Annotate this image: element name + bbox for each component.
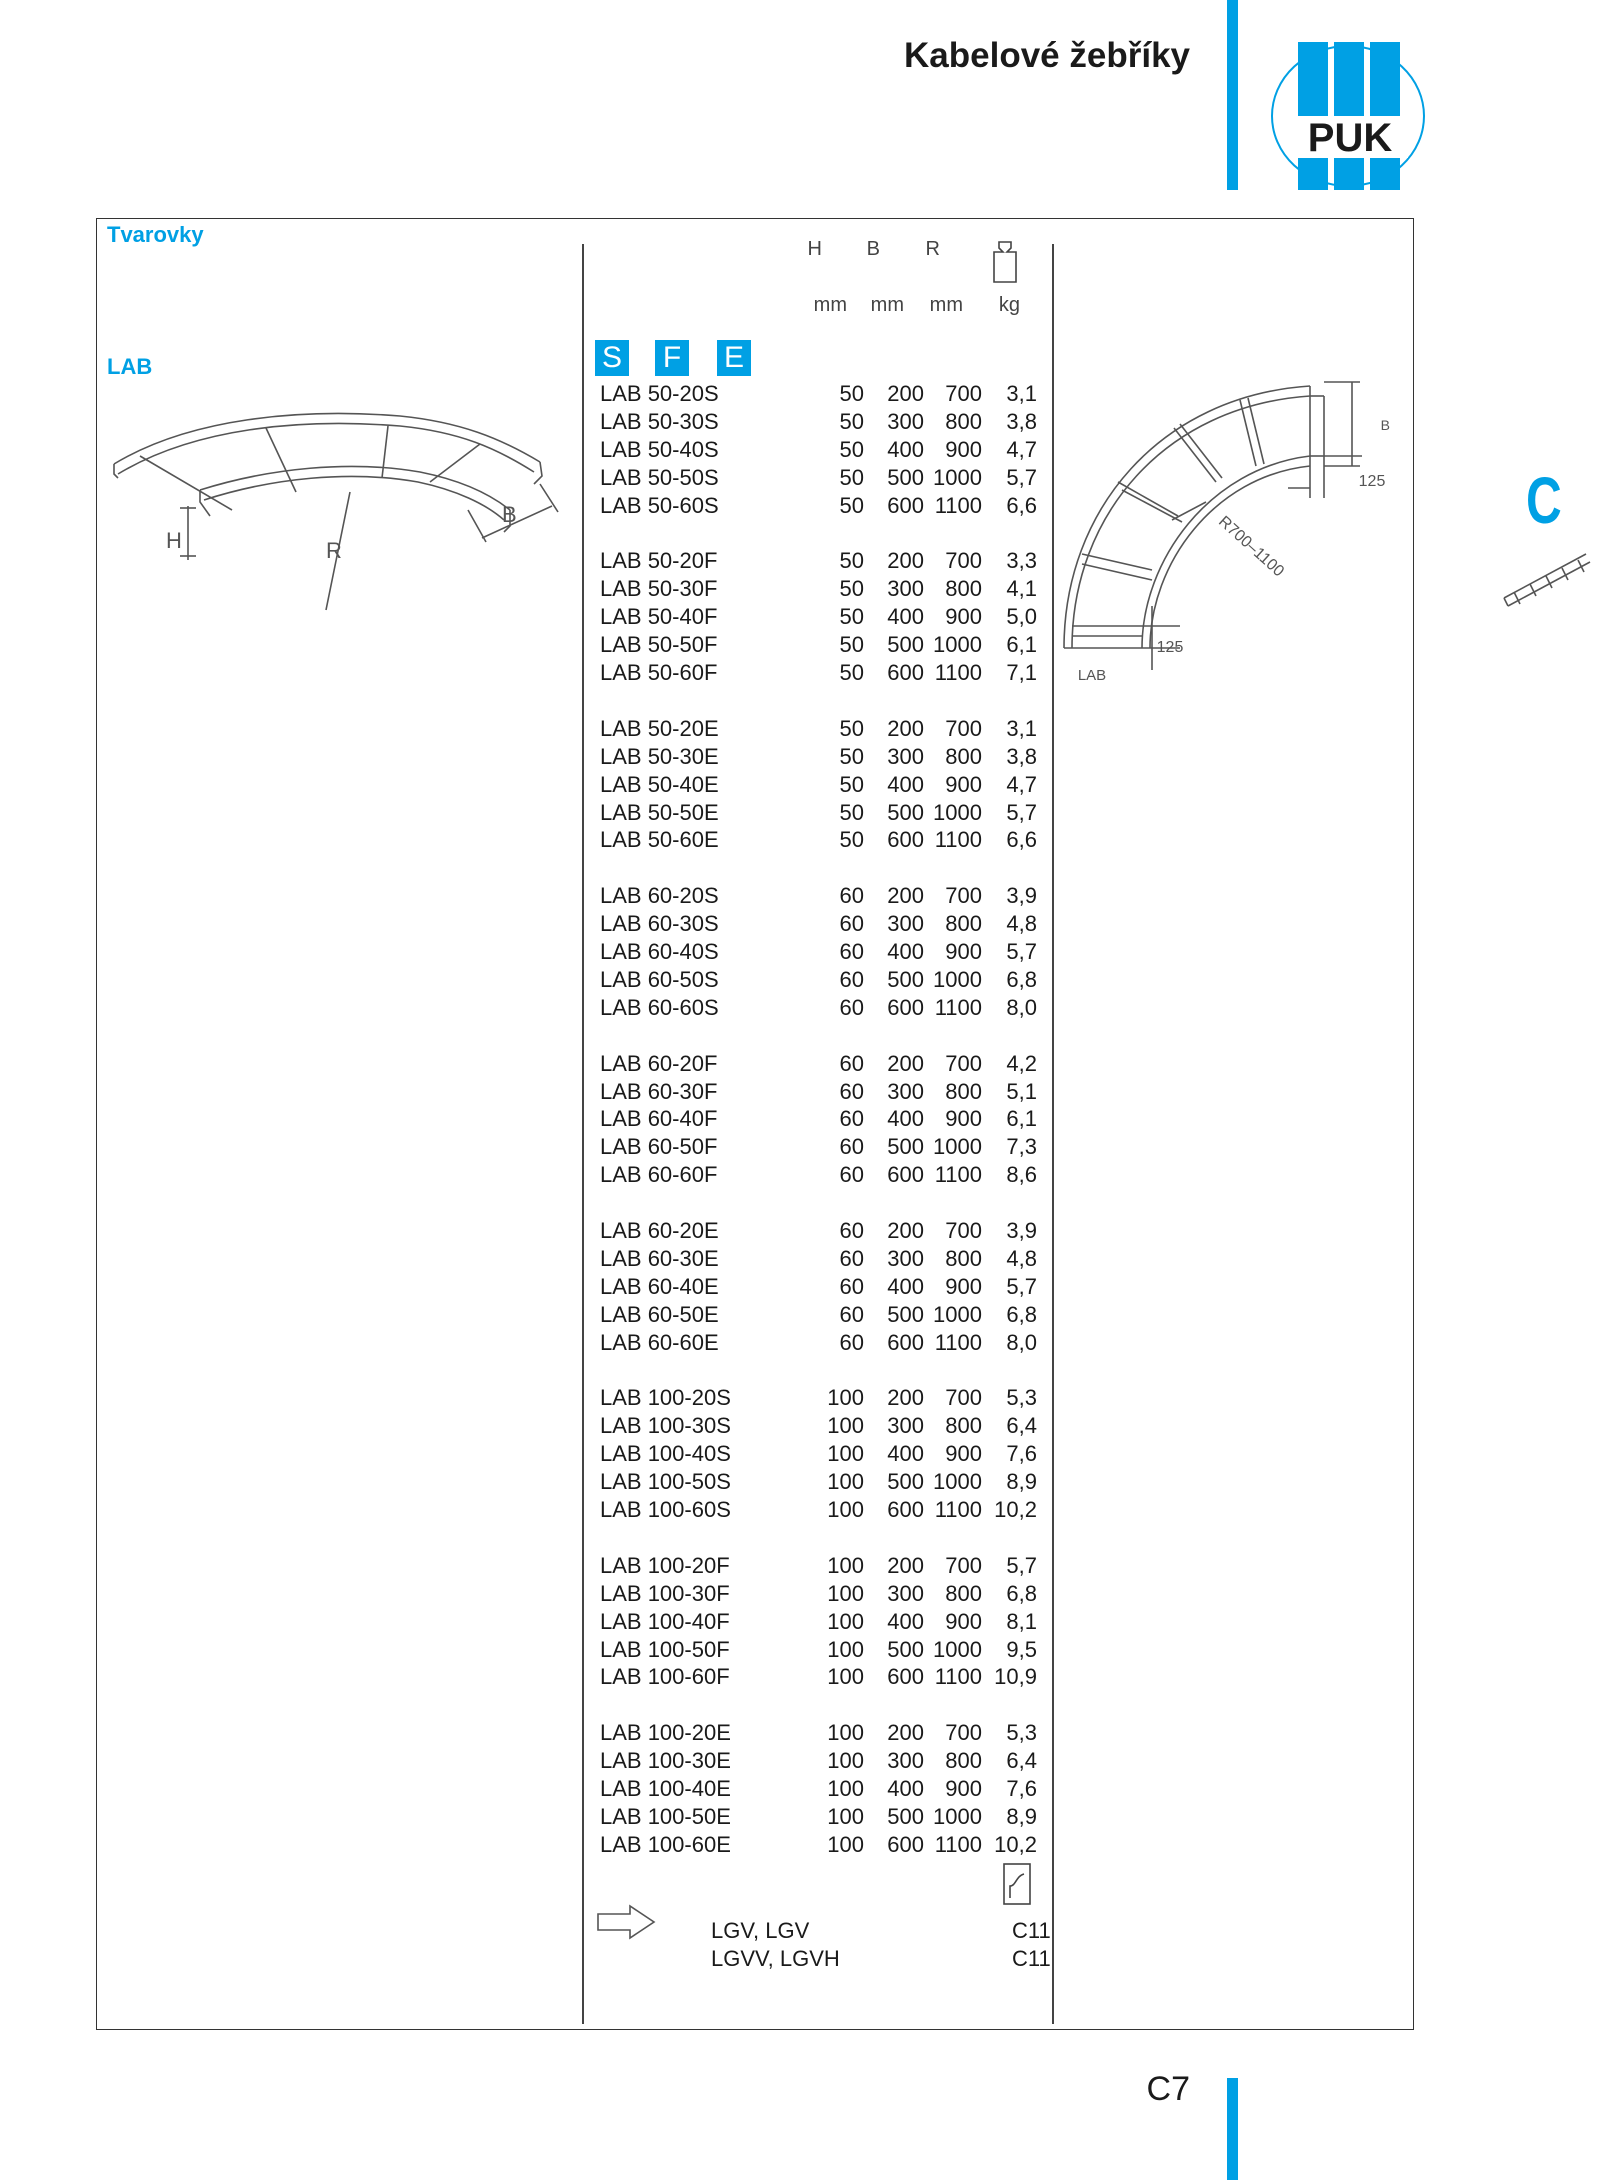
- cell-b: 600: [887, 827, 924, 853]
- cell-b: 600: [887, 1831, 924, 1857]
- cell-weight: 5,7: [1006, 939, 1037, 964]
- drawing-r-label: R: [326, 538, 342, 563]
- cell-name: LAB 100-60F: [600, 1664, 730, 1690]
- cell-b: 600: [887, 1664, 924, 1690]
- bend-plan-drawing: [1060, 370, 1400, 690]
- cell-weight: 3,9: [1006, 1218, 1037, 1243]
- cell-h: 100: [827, 1720, 864, 1746]
- cell-name: LAB 100-50S: [600, 1469, 731, 1495]
- cell-r: 800: [945, 1078, 982, 1104]
- plan-dim-top: 125: [1358, 473, 1386, 490]
- puk-logo: [1270, 38, 1430, 194]
- page-reference-icon: [1002, 1862, 1032, 1906]
- cell-b: 300: [887, 911, 924, 937]
- cell-weight: 5,3: [1006, 1385, 1037, 1411]
- page-title: Kabelové žebříky: [904, 36, 1190, 75]
- material-badge-f: F: [655, 340, 689, 376]
- cell-b: 200: [887, 1050, 924, 1076]
- cell-b: 200: [887, 1720, 924, 1746]
- cell-h: 60: [839, 1106, 864, 1132]
- cell-r: 900: [945, 1776, 982, 1801]
- cell-name: LAB 100-50E: [600, 1803, 731, 1829]
- cell-weight: 4,7: [1006, 436, 1037, 462]
- cell-name: LAB 100-40E: [600, 1776, 731, 1801]
- plan-caption: LAB: [1077, 667, 1107, 684]
- cell-weight: 3,8: [1006, 408, 1037, 434]
- drawing-h-label: H: [166, 528, 182, 553]
- cell-name: LAB 60-40S: [600, 939, 719, 964]
- cell-weight: 6,6: [1006, 827, 1037, 853]
- cell-h: 60: [839, 911, 864, 937]
- cell-weight: 4,2: [1006, 1050, 1037, 1076]
- cell-weight: 8,1: [1006, 1608, 1037, 1634]
- cell-name: LAB 100-30F: [600, 1580, 730, 1606]
- cell-h: 50: [839, 827, 864, 853]
- cell-b: 500: [887, 1803, 924, 1829]
- column-divider-right: [1052, 244, 1054, 2024]
- cell-h: 100: [827, 1748, 864, 1774]
- column-divider-left: [582, 244, 584, 2024]
- cell-r: 1000: [933, 799, 982, 825]
- cell-r: 700: [945, 1050, 982, 1076]
- cell-h: 60: [839, 1134, 864, 1160]
- cell-r: 1000: [933, 1469, 982, 1495]
- cell-name: LAB 50-50F: [600, 632, 718, 658]
- cell-r: 900: [945, 604, 982, 630]
- cell-name: LAB 60-30E: [600, 1245, 719, 1271]
- cell-name: LAB 60-20E: [600, 1218, 719, 1243]
- cell-weight: 6,8: [1006, 1580, 1037, 1606]
- cell-b: 200: [887, 883, 924, 909]
- cell-name: LAB 60-60E: [600, 1329, 719, 1355]
- cell-r: 1000: [933, 464, 982, 490]
- cell-r: 700: [945, 548, 982, 574]
- cell-name: LAB 50-40F: [600, 604, 718, 630]
- category-label: Tvarovky: [107, 222, 204, 247]
- cell-r: 800: [945, 1245, 982, 1271]
- cell-b: 400: [887, 1608, 924, 1634]
- cell-r: 1100: [934, 827, 982, 853]
- cell-b: 500: [887, 1469, 924, 1495]
- cell-b: 600: [887, 1329, 924, 1355]
- cell-h: 60: [839, 1162, 864, 1188]
- cell-r: 800: [945, 743, 982, 769]
- cell-name: LAB 50-20F: [600, 548, 718, 574]
- cell-r: 800: [945, 911, 982, 937]
- cell-r: 900: [945, 1441, 982, 1467]
- cell-r: 700: [945, 381, 982, 406]
- reference-label-2: LGVV, LGVH: [711, 1946, 840, 1971]
- cell-h: 60: [839, 966, 864, 992]
- cell-r: 800: [945, 1748, 982, 1774]
- cell-h: 100: [827, 1803, 864, 1829]
- cell-b: 500: [887, 966, 924, 992]
- cell-b: 300: [887, 1748, 924, 1774]
- cell-weight: 7,1: [1006, 660, 1037, 685]
- cell-r: 700: [945, 1552, 982, 1578]
- cell-h: 100: [827, 1636, 864, 1662]
- cell-b: 400: [887, 1273, 924, 1299]
- cell-h: 60: [839, 1245, 864, 1271]
- cell-name: LAB 100-30E: [600, 1748, 731, 1774]
- cell-weight: 5,7: [1006, 1273, 1037, 1299]
- section-letter: C: [1526, 463, 1562, 537]
- cell-name: LAB 60-50F: [600, 1134, 718, 1160]
- cell-r: 700: [945, 883, 982, 909]
- cell-h: 50: [839, 492, 864, 518]
- cell-weight: 9,5: [1006, 1636, 1037, 1662]
- cell-h: 100: [827, 1497, 864, 1522]
- cell-b: 400: [887, 1106, 924, 1132]
- cell-r: 800: [945, 576, 982, 602]
- cell-name: LAB 100-20S: [600, 1385, 731, 1411]
- cell-h: 50: [839, 576, 864, 602]
- cell-weight: 10,2: [994, 1831, 1037, 1857]
- cell-b: 200: [887, 1385, 924, 1411]
- cell-b: 300: [887, 1078, 924, 1104]
- cell-weight: 6,1: [1006, 1106, 1037, 1132]
- cell-h: 50: [839, 548, 864, 574]
- cell-weight: 6,8: [1006, 1301, 1037, 1327]
- cell-b: 400: [887, 604, 924, 630]
- cell-h: 60: [839, 1050, 864, 1076]
- cell-weight: 6,1: [1006, 632, 1037, 658]
- cell-weight: 5,3: [1006, 1720, 1037, 1746]
- cell-name: LAB 50-50E: [600, 799, 719, 825]
- ladder-icon: [1502, 550, 1592, 612]
- cell-h: 50: [839, 381, 864, 406]
- cell-name: LAB 50-40E: [600, 771, 719, 797]
- cell-h: 100: [827, 1413, 864, 1439]
- cell-name: LAB 100-20E: [600, 1720, 731, 1746]
- cell-weight: 7,6: [1006, 1776, 1037, 1801]
- cell-weight: 10,2: [994, 1497, 1037, 1522]
- cell-weight: 6,4: [1006, 1748, 1037, 1774]
- cell-name: LAB 100-20F: [600, 1552, 730, 1578]
- cell-weight: 4,8: [1006, 1245, 1037, 1271]
- cell-r: 1000: [933, 1301, 982, 1327]
- cell-h: 100: [827, 1441, 864, 1467]
- cell-h: 50: [839, 408, 864, 434]
- cell-h: 50: [839, 771, 864, 797]
- cell-weight: 3,1: [1006, 715, 1037, 741]
- cell-r: 700: [945, 1720, 982, 1746]
- cell-h: 60: [839, 1273, 864, 1299]
- cell-weight: 4,1: [1006, 576, 1037, 602]
- cell-b: 500: [887, 1134, 924, 1160]
- arrow-right-icon: [596, 1904, 656, 1940]
- cell-weight: 4,7: [1006, 771, 1037, 797]
- weight-icon: [990, 240, 1020, 284]
- cell-r: 900: [945, 436, 982, 462]
- cell-name: LAB 50-60S: [600, 492, 719, 518]
- reference-label-1: LGV, LGV: [711, 1918, 810, 1943]
- cell-name: LAB 100-60S: [600, 1497, 731, 1522]
- cell-weight: 3,8: [1006, 743, 1037, 769]
- cell-h: 60: [839, 1329, 864, 1355]
- cell-b: 600: [887, 1162, 924, 1188]
- cell-b: 300: [887, 576, 924, 602]
- cell-name: LAB 60-30S: [600, 911, 719, 937]
- cell-name: LAB 50-60F: [600, 660, 718, 685]
- cell-b: 500: [887, 799, 924, 825]
- cell-weight: 3,3: [1006, 548, 1037, 574]
- material-badge-e: E: [717, 340, 751, 376]
- cell-h: 50: [839, 632, 864, 658]
- cell-b: 400: [887, 1776, 924, 1801]
- cell-name: LAB 60-20F: [600, 1050, 718, 1076]
- cell-r: 700: [945, 715, 982, 741]
- cell-r: 1100: [934, 994, 982, 1020]
- plan-dim-bottom: 125: [1156, 639, 1184, 656]
- cell-r: 1100: [934, 492, 982, 518]
- header-b: B: [866, 238, 880, 260]
- cell-h: 60: [839, 1078, 864, 1104]
- cell-name: LAB 100-40S: [600, 1441, 731, 1467]
- cell-h: 50: [839, 799, 864, 825]
- cell-name: LAB 50-20S: [600, 381, 719, 406]
- product-label: LAB: [107, 354, 153, 379]
- cell-name: LAB 60-60S: [600, 994, 719, 1020]
- cell-weight: 7,3: [1006, 1134, 1037, 1160]
- drawing-b-label: B: [502, 502, 517, 527]
- cell-b: 500: [887, 632, 924, 658]
- cell-weight: 8,9: [1006, 1469, 1037, 1495]
- cell-r: 1100: [934, 1329, 982, 1355]
- cell-name: LAB 50-50S: [600, 464, 719, 490]
- cell-b: 300: [887, 743, 924, 769]
- cell-r: 1100: [934, 1497, 982, 1522]
- cell-r: 1000: [933, 1803, 982, 1829]
- logo-text: PUK: [1307, 116, 1393, 160]
- cell-r: 900: [945, 1106, 982, 1132]
- cell-name: LAB 60-50S: [600, 966, 719, 992]
- cell-b: 300: [887, 1245, 924, 1271]
- cell-h: 60: [839, 1218, 864, 1243]
- cell-r: 900: [945, 1608, 982, 1634]
- cell-name: LAB 60-60F: [600, 1162, 718, 1188]
- header-h: H: [807, 238, 822, 260]
- cell-b: 500: [887, 1301, 924, 1327]
- cell-weight: 8,0: [1006, 994, 1037, 1020]
- cell-h: 100: [827, 1608, 864, 1634]
- cell-weight: 5,0: [1006, 604, 1037, 630]
- cell-h: 100: [827, 1385, 864, 1411]
- cell-name: LAB 50-40S: [600, 436, 719, 462]
- cell-b: 400: [887, 939, 924, 964]
- cell-name: LAB 60-30F: [600, 1078, 718, 1104]
- cell-b: 400: [887, 1441, 924, 1467]
- cell-r: 900: [945, 771, 982, 797]
- cell-name: LAB 60-40F: [600, 1106, 718, 1132]
- page-number: C7: [1146, 2070, 1190, 2108]
- cell-r: 1000: [933, 1134, 982, 1160]
- cell-name: LAB 50-30S: [600, 408, 719, 434]
- cell-r: 1000: [933, 632, 982, 658]
- cell-weight: 5,7: [1006, 1552, 1037, 1578]
- accent-bar-bottom: [1227, 2078, 1238, 2180]
- cell-weight: 6,8: [1006, 966, 1037, 992]
- cell-r: 1100: [934, 1162, 982, 1188]
- cell-b: 600: [887, 994, 924, 1020]
- cell-r: 1100: [934, 660, 982, 685]
- plan-radius-label: R700–1100: [1215, 513, 1288, 581]
- cell-b: 300: [887, 408, 924, 434]
- cell-h: 100: [827, 1664, 864, 1690]
- cell-h: 100: [827, 1580, 864, 1606]
- cell-b: 400: [887, 771, 924, 797]
- cell-h: 60: [839, 883, 864, 909]
- reference-page-1: C11: [1012, 1918, 1051, 1943]
- cell-h: 100: [827, 1831, 864, 1857]
- cell-h: 50: [839, 715, 864, 741]
- cell-h: 50: [839, 604, 864, 630]
- cell-weight: 10,9: [994, 1664, 1037, 1690]
- cell-b: 300: [887, 1413, 924, 1439]
- cell-b: 200: [887, 715, 924, 741]
- cell-name: LAB 100-40F: [600, 1608, 730, 1634]
- cell-h: 50: [839, 660, 864, 685]
- cell-weight: 3,1: [1006, 381, 1037, 406]
- cell-weight: 6,4: [1006, 1413, 1037, 1439]
- cell-weight: 8,6: [1006, 1162, 1037, 1188]
- cell-weight: 7,6: [1006, 1441, 1037, 1467]
- unit-kg: kg: [998, 294, 1020, 316]
- cell-r: 1100: [934, 1831, 982, 1857]
- cell-r: 800: [945, 1580, 982, 1606]
- cell-h: 60: [839, 994, 864, 1020]
- cell-r: 700: [945, 1218, 982, 1243]
- cell-b: 300: [887, 1580, 924, 1606]
- header-r: R: [925, 238, 940, 260]
- cell-b: 400: [887, 436, 924, 462]
- cell-b: 200: [887, 548, 924, 574]
- cell-b: 500: [887, 1636, 924, 1662]
- cell-name: LAB 50-30E: [600, 743, 719, 769]
- cell-h: 50: [839, 436, 864, 462]
- cell-h: 50: [839, 743, 864, 769]
- cell-weight: 6,6: [1006, 492, 1037, 518]
- cell-b: 600: [887, 492, 924, 518]
- cell-r: 900: [945, 1273, 982, 1299]
- cell-name: LAB 100-30S: [600, 1413, 731, 1439]
- cell-weight: 5,1: [1006, 1078, 1037, 1104]
- reference-page-2: C11: [1012, 1946, 1051, 1971]
- cell-name: LAB 50-30F: [600, 576, 718, 602]
- cell-name: LAB 50-20E: [600, 715, 719, 741]
- cell-b: 200: [887, 1218, 924, 1243]
- cell-name: LAB 60-40E: [600, 1273, 719, 1299]
- plan-b-label: B: [1380, 417, 1390, 433]
- cell-r: 700: [945, 1385, 982, 1411]
- cell-r: 800: [945, 1413, 982, 1439]
- unit-b: mm: [870, 294, 904, 316]
- cell-name: LAB 50-60E: [600, 827, 719, 853]
- cell-h: 100: [827, 1552, 864, 1578]
- cell-weight: 8,9: [1006, 1803, 1037, 1829]
- accent-bar-top: [1227, 0, 1238, 190]
- cell-weight: 3,9: [1006, 883, 1037, 909]
- cell-h: 100: [827, 1776, 864, 1801]
- cell-h: 60: [839, 1301, 864, 1327]
- cell-name: LAB 60-50E: [600, 1301, 719, 1327]
- cell-h: 50: [839, 464, 864, 490]
- cell-b: 200: [887, 381, 924, 406]
- cell-r: 1000: [933, 1636, 982, 1662]
- cell-r: 900: [945, 939, 982, 964]
- cell-name: LAB 100-60E: [600, 1831, 731, 1857]
- cell-weight: 8,0: [1006, 1329, 1037, 1355]
- cell-weight: 4,8: [1006, 911, 1037, 937]
- cell-b: 200: [887, 1552, 924, 1578]
- cell-r: 1100: [934, 1664, 982, 1690]
- cell-h: 60: [839, 939, 864, 964]
- cell-b: 600: [887, 1497, 924, 1522]
- cell-b: 600: [887, 660, 924, 685]
- cell-h: 100: [827, 1469, 864, 1495]
- bend-isometric-drawing: [100, 398, 570, 618]
- cell-weight: 5,7: [1006, 799, 1037, 825]
- cell-name: LAB 100-50F: [600, 1636, 730, 1662]
- cell-name: LAB 60-20S: [600, 883, 719, 909]
- unit-h: mm: [813, 294, 847, 316]
- cell-b: 500: [887, 464, 924, 490]
- material-badge-s: S: [595, 340, 629, 376]
- cell-weight: 5,7: [1006, 464, 1037, 490]
- cell-r: 800: [945, 408, 982, 434]
- cell-r: 1000: [933, 966, 982, 992]
- unit-r: mm: [929, 294, 963, 316]
